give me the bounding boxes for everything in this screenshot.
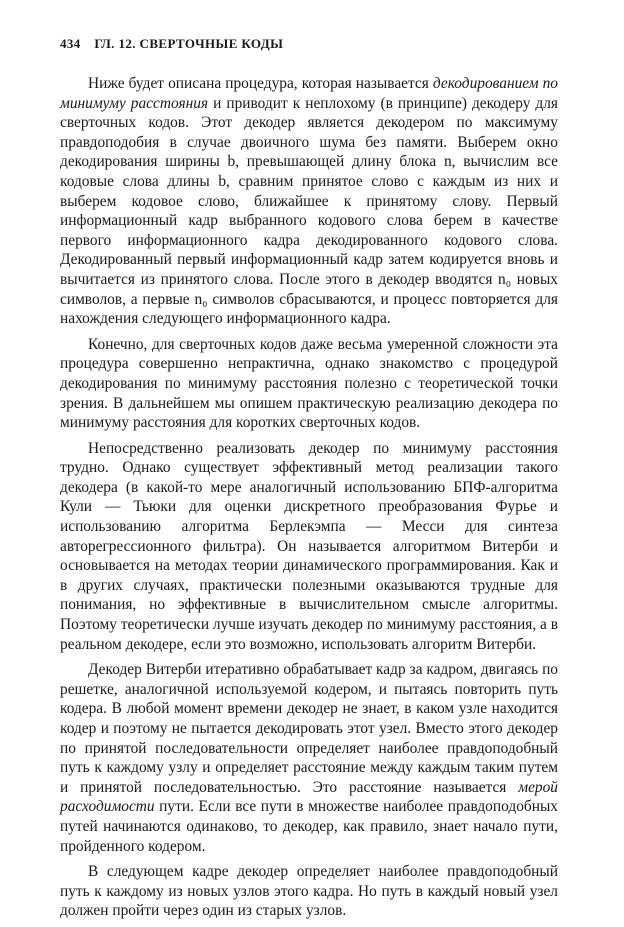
paragraph-1-text-a: Ниже будет описана процедура, которая называется [88, 75, 433, 92]
term-minimum-distance-decoding: декодированием по минимуму расстояния [60, 75, 558, 112]
term-path-metric: мерой расходимости [60, 778, 558, 816]
paragraph-2 [60, 335, 558, 433]
book-page [60, 36, 558, 927]
paragraph-4-text-b: пути. Если все пути в множестве наиболее правдоподобных путей начинаются одинаково, то декодер, как правило, знает начало пути, пройденного кодером. [60, 798, 558, 855]
paragraph-4-text-a: Декодер Витерби итеративно обрабатывает кадр за кадром, двигаясь по решетке, аналогичной используемой кодером, и пытаясь повторить путь кодера. В любой момент времени декодер не знает, в каком узле находится кодер и поэтому не пытается декодировать этот узел. Вместо этого декодер по принятой последовательности определяет наиболее правдоподобный путь к каждому узлу и определяет расстояние между каждым таким путем и принятой последовательностью. Это расстояние называется [60, 661, 558, 796]
page-number: 434 [60, 36, 81, 51]
paragraph-5 [60, 862, 558, 921]
paragraph-1-text-b: и приводит к неплохому (в принципе) декодеру для сверточных кодов. Этот декодер является декодером по максимуму правдоподобия в случае двоичного шума без памяти. Выберем окно декодирования ширины b, превышающей длину блока n, вычислим все кодовые слова длины b, сравним принятое слово с каждым из них и выберем кодовое слово, ближайшее к принятому слову. Первый информационный кадр выбранного кодового слова берем в качестве первого информационного кадра декодированного кодового слова. Декодированный первый информационный кадр затем кодируется вновь и вычитается из принятого слова. После этого в декодер вводятся n₀ новых символов, а первые n₀ символов сбрасываются, и процесс повторяется для нахождения следующего информационного кадра. [60, 94, 559, 328]
chapter-title: ГЛ. 12. СВЕРТОЧНЫЕ КОДЫ [94, 36, 284, 51]
paragraph-5-text: В следующем кадре декодер определяет наиболее правдоподобный путь к каждому из новых узлов этого кадра. Но путь в каждый новый узел должен пройти через один из старых узлов. [60, 863, 558, 920]
paragraph-1 [60, 74, 558, 329]
paragraph-4 [60, 660, 558, 856]
paragraph-2-text: Конечно, для сверточных кодов даже весьма умеренной сложности эта процедура совершенно непрактична, однако знакомство с процедурой декодирования по минимуму расстояния полезно с теоретической точки зрения. В дальнейшем мы опишем практическую реализацию декодера по минимуму расстояния для коротких сверточных кодов. [60, 335, 558, 432]
paragraph-3 [60, 439, 558, 655]
running-head [60, 36, 558, 54]
paragraph-3-text: Непосредственно реализовать декодер по минимуму расстояния трудно. Однако существует эффективный метод реализации такого декодера (в какой-то мере аналогичный использованию БПФ-алгоритма Кули — Тьюки для оценки дискретного преобразования Фурье и использованию алгоритма Берлекэмпа — Месси для синтеза авторегрессионного фильтра). Он называется алгоритмом Витерби и основывается на методах теории динамического программирования. Как и в других случаях, практически полезными оказываются трудные для понимания, но эффективные в вычислительном смысле алгоритмы. Поэтому теоретически лучше изучать декодер по минимуму расстояния, а в реальном декодере, если это возможно, использовать алгоритм Витерби. [60, 439, 558, 653]
